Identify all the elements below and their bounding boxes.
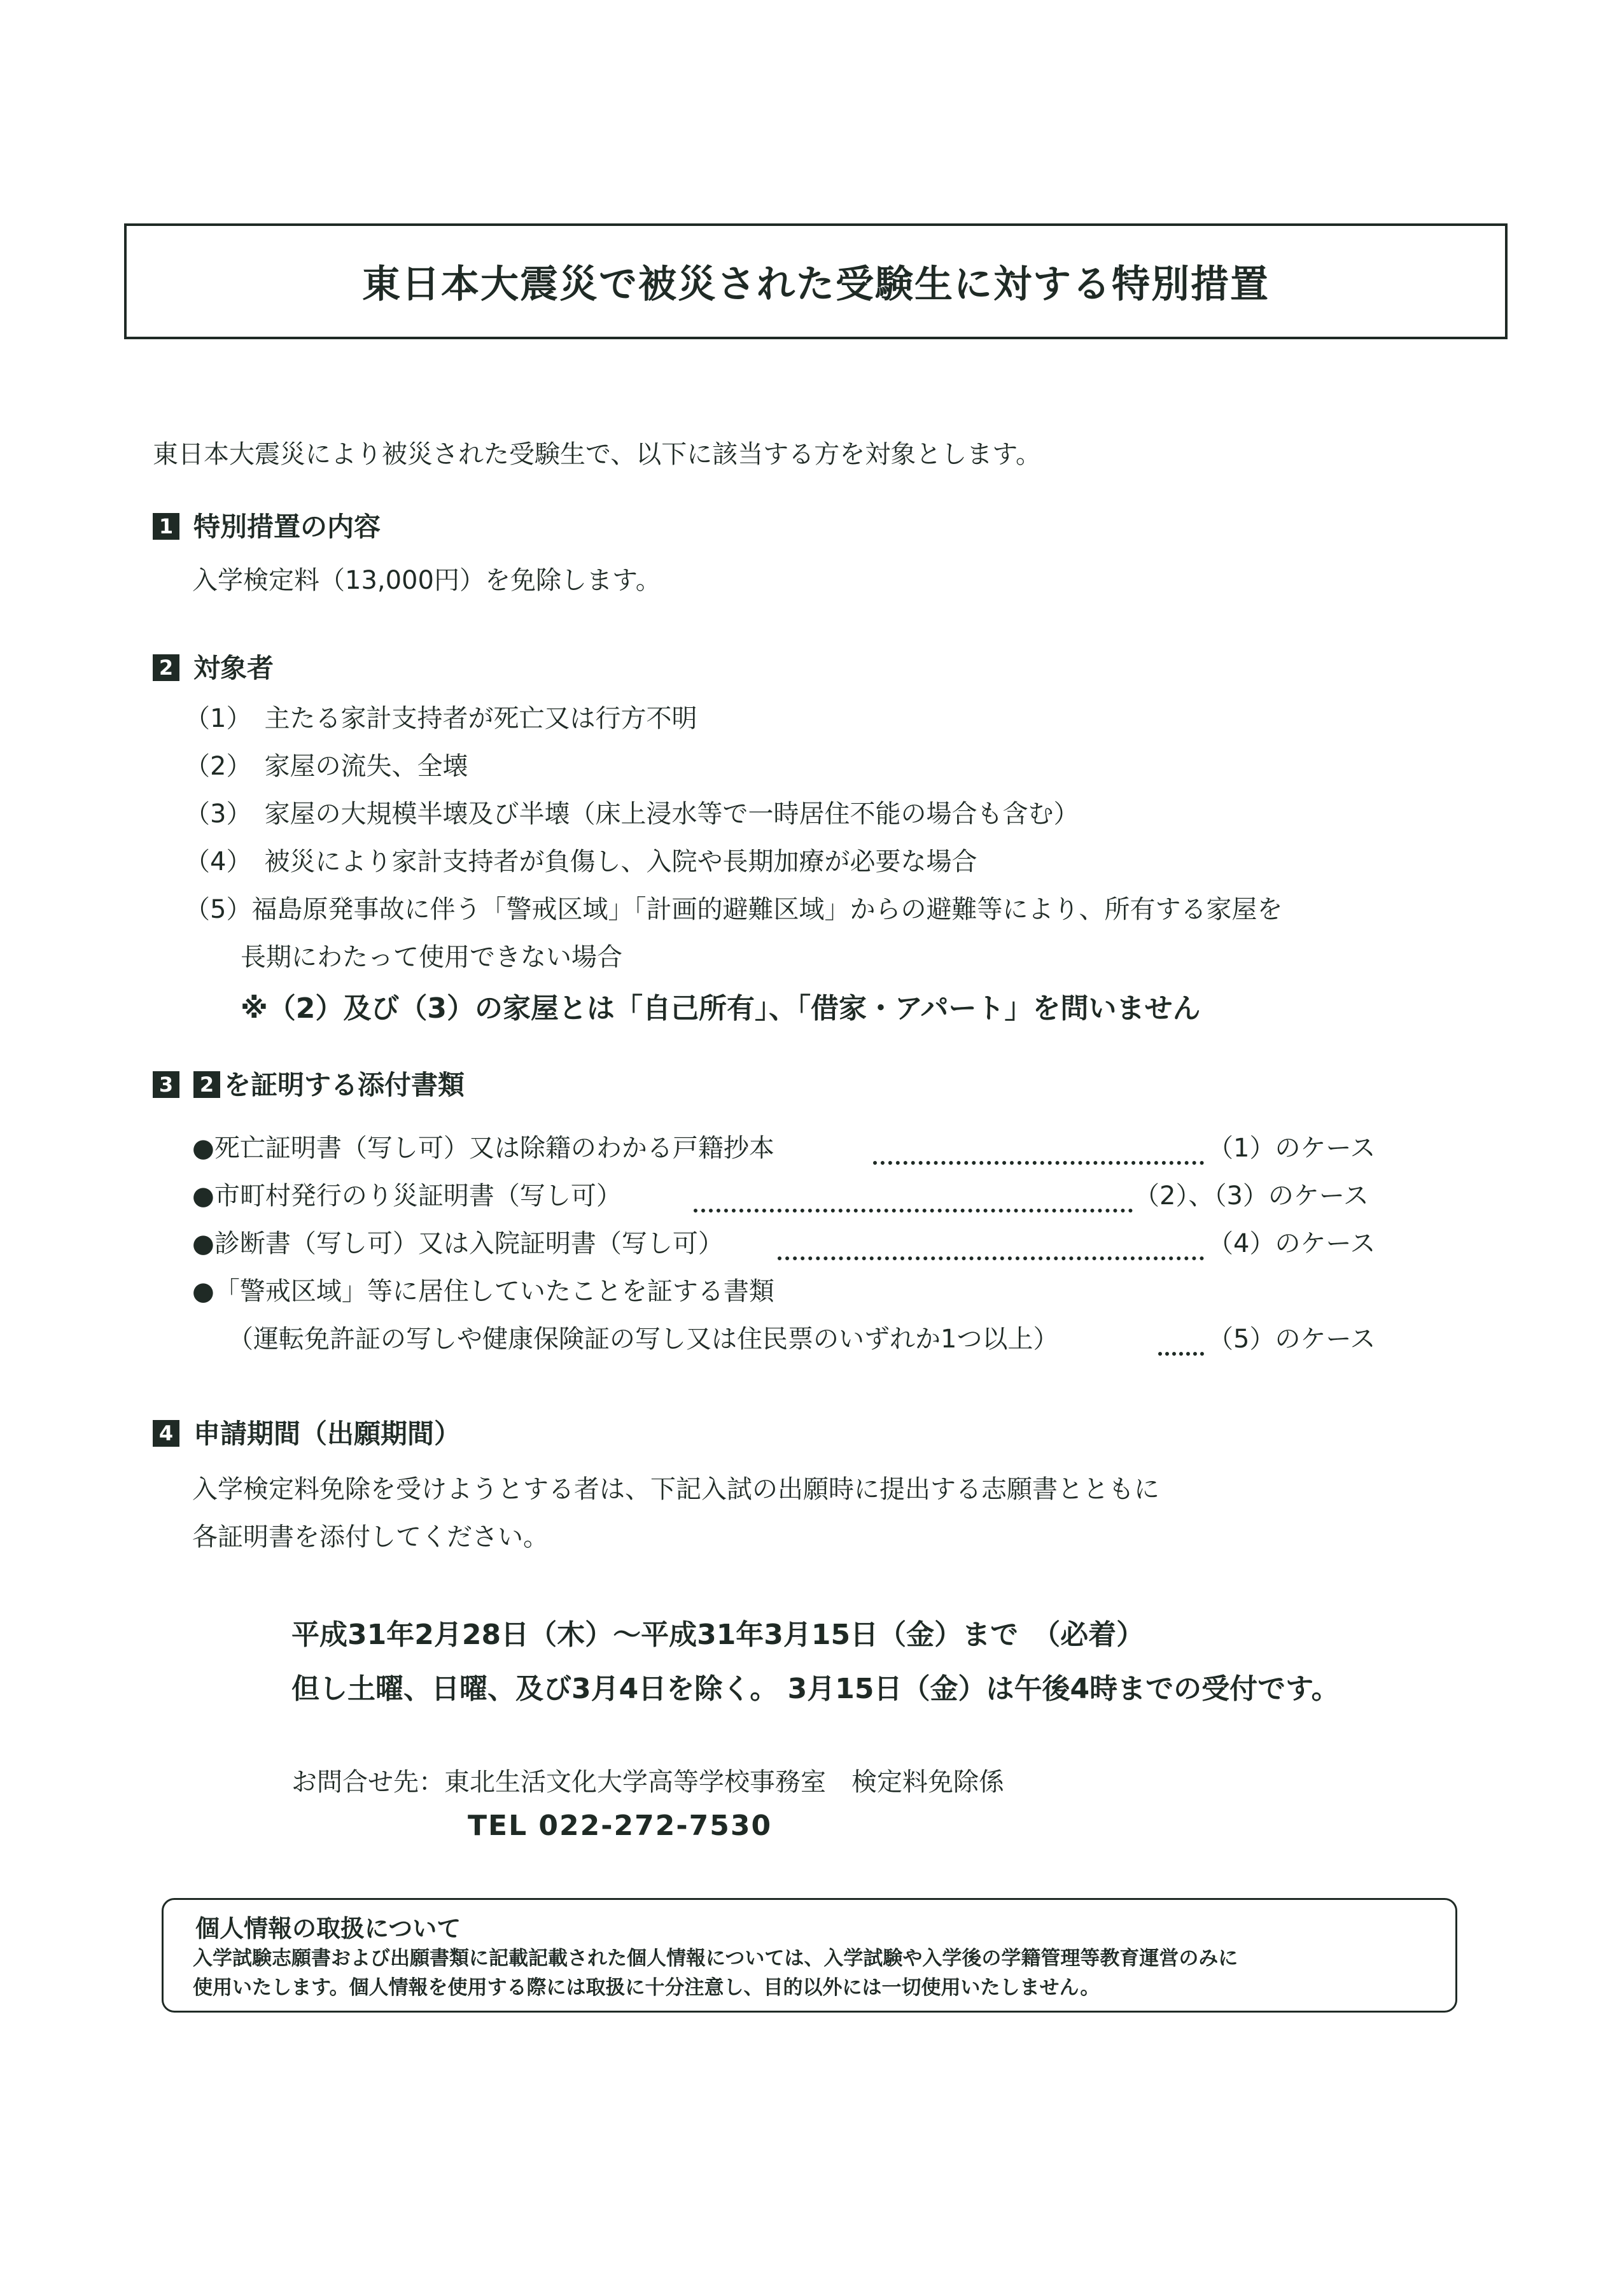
document-case: （4）のケース [1208,1229,1376,1258]
section-1-heading [153,506,381,544]
section-number-badge: 3 [153,1071,179,1098]
application-period: 平成31年2月28日（木）～平成31年3月15日（金）まで （必着） [291,1619,1145,1651]
leader-dots [694,1183,1133,1213]
target-item: （4） 被災により家計支持者が負傷し、入院や長期加療が必要な場合 [185,847,977,876]
target-note: ※（2）及び（3）の家屋とは「自己所有」、「借家・アパート」を問いません [241,992,1201,1025]
section-3-heading [153,1064,465,1102]
section-ref-badge: 2 [193,1071,220,1098]
section-1-title: 特別措置の内容 [193,511,381,542]
section-4-title: 申請期間（出願期間） [193,1418,461,1449]
privacy-notice-box [162,1898,1457,2013]
section-4-text: 各証明書を添付してください。 [192,1522,549,1552]
contact-phone: TEL 022-272-7530 [468,1810,773,1842]
target-item-continued: 長期にわたって使用できない場合 [241,943,622,972]
section-4-text: 入学検定料免除を受けようとする者は、下記入試の出願時に提出する志願書とともに [192,1475,1159,1504]
target-item: （3） 家屋の大規模半壊及び半壊（床上浸水等で一時居住不能の場合も含む） [185,799,1079,829]
target-item: （1） 主たる家計支持者が死亡又は行方不明 [185,704,697,733]
section-2-title: 対象者 [193,652,274,684]
target-item: （2） 家屋の流失、全壊 [185,752,468,781]
document-item: ●死亡証明書（写し可）又は除籍のわかる戸籍抄本 [192,1134,774,1163]
document-case: （2）、（3）のケース [1134,1181,1369,1211]
section-number-badge: 4 [153,1420,179,1447]
section-number-badge: 1 [153,513,179,540]
section-4-heading [153,1413,461,1451]
document-item: ●診断書（写し可）又は入院証明書（写し可） [192,1229,724,1258]
document-case: （1）のケース [1208,1134,1376,1163]
privacy-text: 入学試験志願書および出願書類に記載記載された個人情報については、入学試験や入学後の学籍管理等教育運営のみに [193,1947,1238,1970]
section-3-title: を証明する添付書類 [224,1069,465,1100]
document-item: ●「警戒区域」等に居住していたことを証する書類 [192,1277,774,1306]
intro-text: 東日本大震災により被災された受験生で、以下に該当する方を対象とします。 [153,440,1041,469]
privacy-heading: 個人情報の取扱について [195,1915,461,1943]
leader-dots [778,1231,1204,1260]
section-1-text: 入学検定料（13,000円）を免除します。 [192,566,661,595]
application-period-note: 但し土曜、日曜、及び3月4日を除く。 3月15日（金）は午後4時までの受付です。 [291,1673,1340,1705]
section-2-heading [153,647,274,686]
document-item-detail: （運転免許証の写しや健康保険証の写し又は住民票のいずれか1つ以上） [228,1325,1059,1354]
contact-info: お問合せ先：東北生活文化大学高等学校事務室 検定料免除係 [291,1768,1004,1797]
section-number-badge: 2 [153,654,179,681]
leader-dots [873,1135,1204,1165]
document-item: ●市町村発行のり災証明書（写し可） [192,1181,622,1211]
title-box [124,223,1508,339]
privacy-text: 使用いたします。個人情報を使用する際には取扱に十分注意し、目的以外には一切使用いたしません。 [193,1976,1100,1999]
target-item: （5）福島原発事故に伴う「警戒区域」「計画的避難区域」からの避難等により、所有する家屋を [185,895,1283,924]
page-title: 東日本大震災で被災された受験生に対する特別措置 [362,262,1270,307]
leader-dots [1158,1326,1204,1356]
document-case: （5）のケース [1208,1325,1376,1354]
